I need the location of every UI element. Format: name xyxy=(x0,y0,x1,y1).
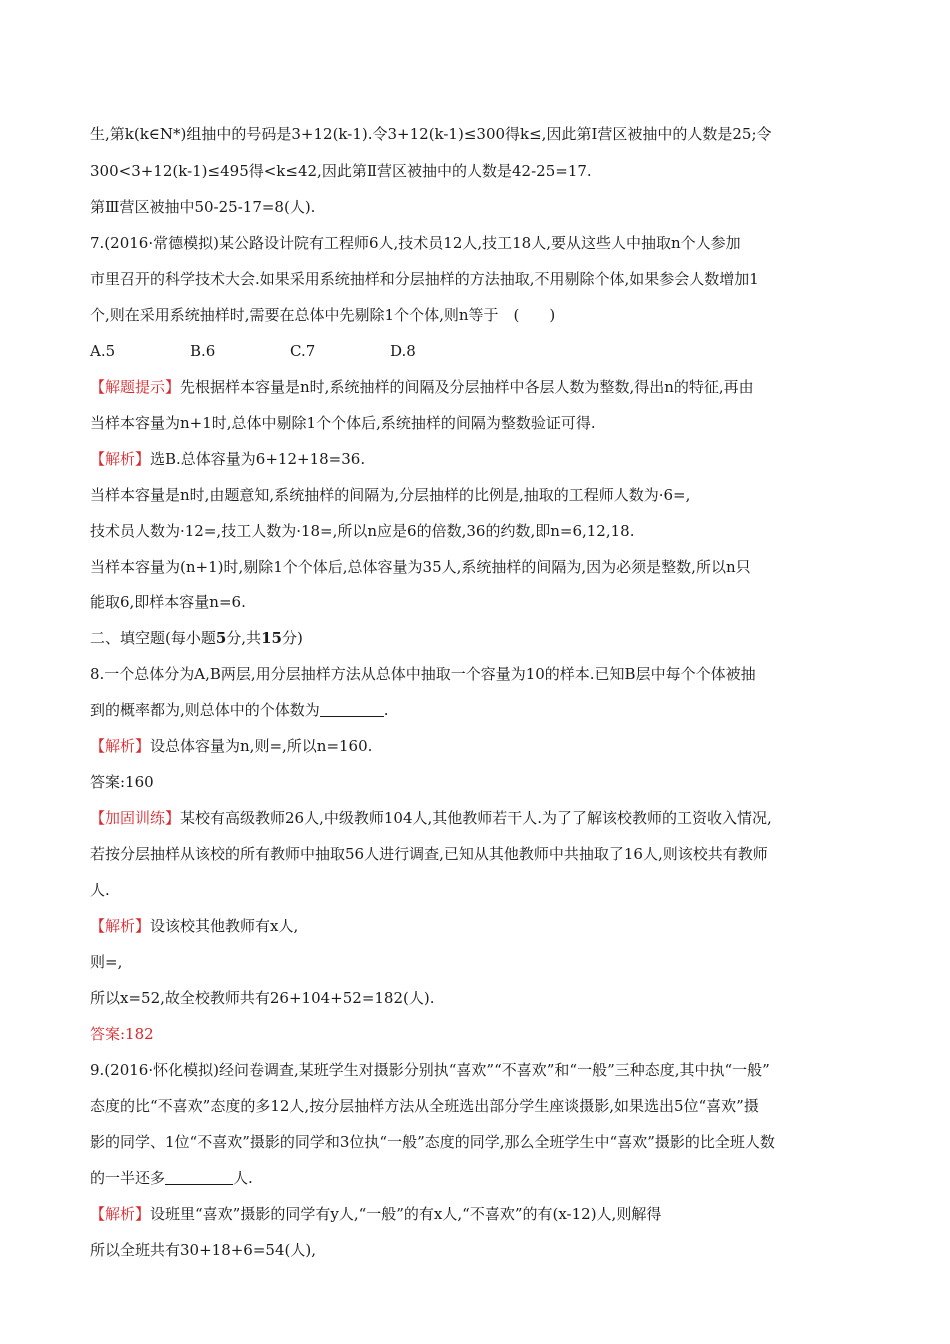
solution-line: 所以全班共有30+18+6=54(人), xyxy=(90,1241,316,1259)
question-7-line: 个,则在采用系统抽样时,需要在总体中先剔除1个个体,则n等于 ( ) xyxy=(90,306,556,324)
text-line: 300<3+12(k-1)≤495得<k≤42,因此第Ⅱ营区被抽中的人数是42-25=17. xyxy=(90,162,592,180)
solution-text: 选B.总体容量为6+12+18=36. xyxy=(150,450,366,468)
solution-line xyxy=(90,736,880,756)
solution-text: 设总体容量为n,则=,所以n=160. xyxy=(150,737,373,755)
answer-line: 答案:160 xyxy=(90,773,154,791)
solution-tag: 【解析】 xyxy=(90,737,151,755)
solution-tag: 【解析】 xyxy=(90,450,151,468)
question-8-text: . xyxy=(383,701,389,719)
training-line: 若按分层抽样从该校的所有教师中抽取56人进行调查,已知从其他教师中共抽取了16人,则该校共有教师 xyxy=(90,845,768,863)
question-8-line: 8.一个总体分为A,B两层,用分层抽样方法从总体中抽取一个容量为10的样本.已知B层中每个个体被抽 xyxy=(90,665,756,683)
answer-line: 答案:182 xyxy=(90,1025,154,1043)
option-d: D.8 xyxy=(390,342,416,360)
question-9-line: 态度的比“不喜欢”态度的多12人,按分层抽样方法从全班选出部分学生座谈摄影,如果选出5位“喜欢”摄 xyxy=(90,1097,759,1115)
solution-line: 则=, xyxy=(90,953,123,971)
training-tag: 【加固训练】 xyxy=(90,809,181,827)
section-heading xyxy=(90,628,880,648)
question-8-line xyxy=(90,700,880,720)
answer-blank xyxy=(320,702,384,717)
training-line: 人. xyxy=(90,881,110,899)
text-line: 第Ⅲ营区被抽中50-25-17=8(人). xyxy=(90,198,316,216)
question-9-text: 的一半还多 xyxy=(90,1169,166,1187)
solution-line xyxy=(90,449,880,469)
answer-blank xyxy=(165,1170,233,1185)
question-9-line: 9.(2016·怀化模拟)经问卷调查,某班学生对摄影分别执“喜欢”“不喜欢”和“一般”三种态度,其中执“一般” xyxy=(90,1061,770,1079)
question-9-text: 人. xyxy=(233,1169,253,1187)
option-b: B.6 xyxy=(190,342,216,360)
hint-text: 先根据样本容量是n时,系统抽样的间隔及分层抽样中各层人数为整数,得出n的特征,再由 xyxy=(180,378,754,396)
solution-tag: 【解析】 xyxy=(90,917,151,935)
option-c: C.7 xyxy=(290,342,316,360)
question-7-options xyxy=(90,341,880,361)
training-line xyxy=(90,808,880,828)
hint-tag: 【解题提示】 xyxy=(90,378,181,396)
question-7-line: 7.(2016·常德模拟)某公路设计院有工程师6人,技术员12人,技工18人,要从这些人中抽取n个人参加 xyxy=(90,234,741,252)
section-heading-text: 分,共 xyxy=(226,629,262,647)
hint-line: 当样本容量为n+1时,总体中剔除1个个体后,系统抽样的间隔为整数验证可得. xyxy=(90,414,596,432)
section-heading-text: 二、填空题(每小题 xyxy=(90,629,216,647)
solution-text: 设班里“喜欢”摄影的同学有y人,“一般”的有x人,“不喜欢”的有(x-12)人,则解得 xyxy=(150,1205,662,1223)
text-line: 生,第k(k∈N*)组抽中的号码是3+12(k-1).令3+12(k-1)≤300得k≤,因此第Ⅰ营区被抽中的人数是25;令 xyxy=(90,125,772,143)
section-heading-text: 分) xyxy=(281,629,303,647)
question-9-line: 影的同学、1位“不喜欢”摄影的同学和3位执“一般”态度的同学,那么全班学生中“喜欢”摄影的比全班人数 xyxy=(90,1133,775,1151)
solution-tag: 【解析】 xyxy=(90,1205,151,1223)
solution-text: 设该校其他教师有x人, xyxy=(150,917,299,935)
section-heading-score: 5 xyxy=(215,629,227,647)
solution-line: 当样本容量为(n+1)时,剔除1个个体后,总体容量为35人,系统抽样的间隔为,因为必须是整数,所以n只 xyxy=(90,558,751,576)
solution-line: 技术员人数为·12=,技工人数为·18=,所以n应是6的倍数,36的约数,即n=6,12,18. xyxy=(90,522,635,540)
solution-line xyxy=(90,1204,880,1224)
solution-line xyxy=(90,916,880,936)
question-8-text: 到的概率都为,则总体中的个体数为 xyxy=(90,701,320,719)
section-heading-total: 15 xyxy=(261,629,282,647)
question-9-line xyxy=(90,1168,880,1188)
solution-line: 能取6,即样本容量n=6. xyxy=(90,593,246,611)
training-text: 某校有高级教师26人,中级教师104人,其他教师若干人.为了了解该校教师的工资收入情况, xyxy=(180,809,772,827)
question-7-line: 市里召开的科学技术大会.如果采用系统抽样和分层抽样的方法抽取,不用剔除个体,如果参会人数增加1 xyxy=(90,270,759,288)
solution-line: 所以x=52,故全校教师共有26+104+52=182(人). xyxy=(90,989,435,1007)
hint-line xyxy=(90,377,880,397)
option-a: A.5 xyxy=(90,342,116,360)
solution-line: 当样本容量是n时,由题意知,系统抽样的间隔为,分层抽样的比例是,抽取的工程师人数为·6=, xyxy=(90,486,691,504)
